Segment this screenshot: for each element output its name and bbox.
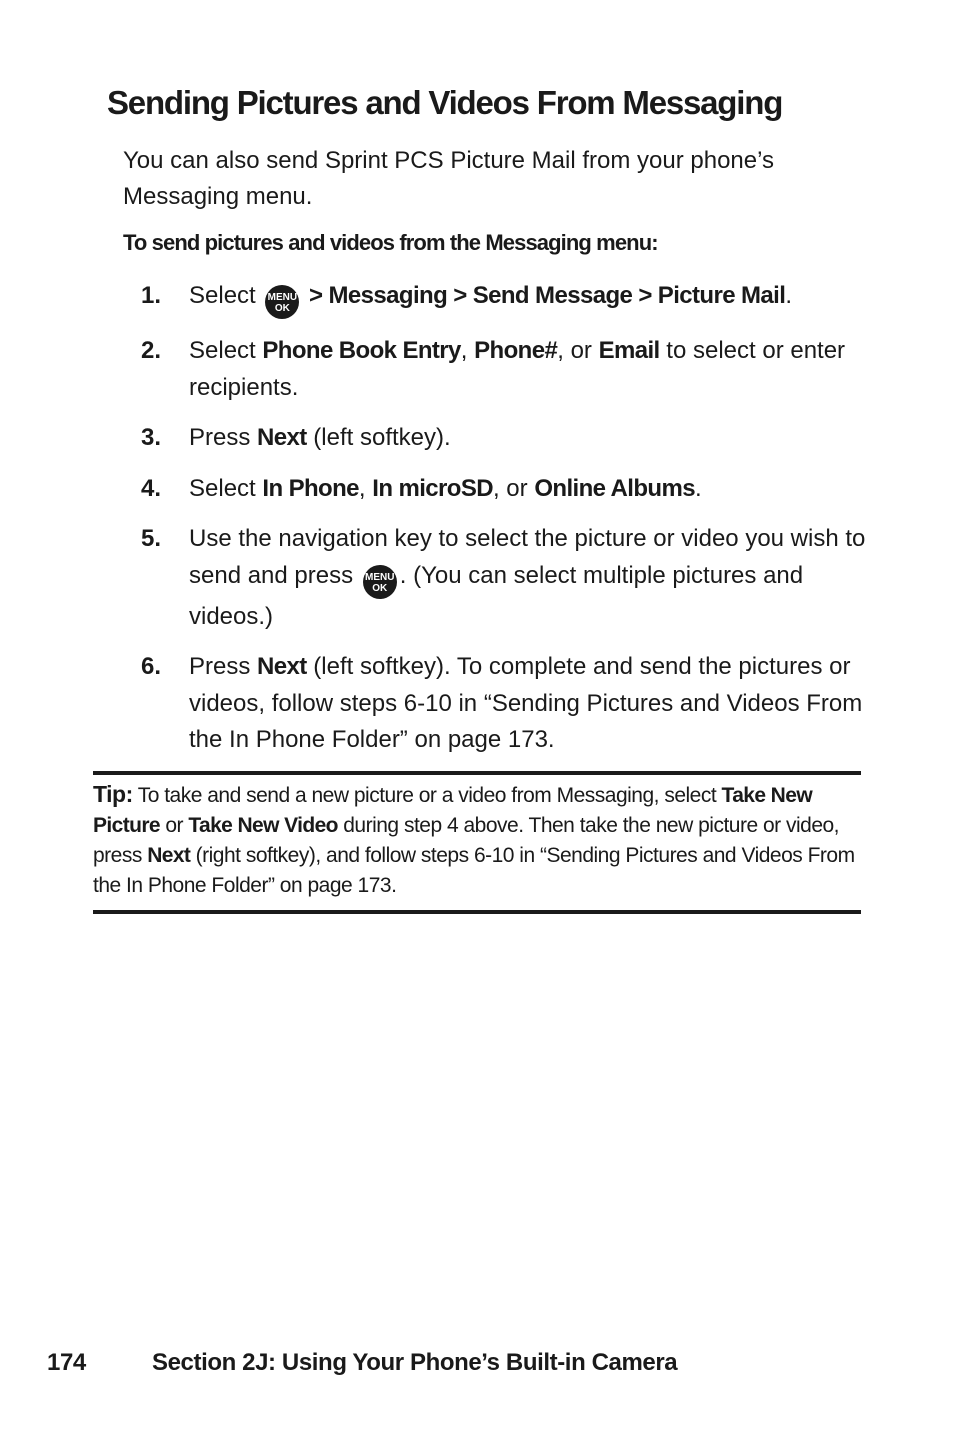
step-text-part: .	[694, 474, 702, 502]
step-number: 6.	[141, 653, 162, 680]
step-text-part: ,	[460, 337, 475, 364]
step-text	[189, 471, 871, 508]
option-phone-book-entry: Phone Book Entry	[262, 337, 461, 364]
step-text	[189, 649, 871, 759]
step-text-part: ,	[358, 474, 373, 502]
step-1	[141, 278, 871, 319]
intro-paragraph: You can also send Sprint PCS Picture Mail from your phone’s Messaging menu.	[123, 147, 775, 210]
step-text	[189, 278, 871, 319]
option-online-albums: Online Albums	[534, 474, 695, 502]
section-title: Section 2J: Using Your Phone’s Built-in Camera	[152, 1349, 678, 1376]
step-number: 1.	[141, 282, 162, 309]
key-label-menu: MENU	[267, 292, 298, 303]
step-6	[141, 649, 871, 759]
tip-text-part: (right softkey), and follow steps 6-10 in “Sending Pictures and Videos From the In Phone Folder” on page 173.	[93, 844, 855, 897]
step-text-part: Use the navigation key to select the picture or video you wish to send and press	[189, 525, 866, 589]
step-number: 4.	[141, 474, 162, 502]
step-text	[189, 420, 871, 457]
step-text-part: Press	[189, 424, 258, 451]
step-text-part: . (You can select multiple pictures and videos.)	[189, 561, 804, 630]
step-text-part: Press	[189, 653, 258, 680]
option-phone-number: Phone#	[474, 337, 558, 364]
softkey-next: Next	[257, 653, 307, 680]
tip-text-part: during step 4 above. Then take the new picture or video, press	[93, 814, 840, 867]
key-label-ok: OK	[372, 582, 388, 594]
option-email: Email	[598, 337, 660, 364]
tip-label: Tip:	[93, 781, 133, 807]
softkey-next: Next	[147, 844, 191, 867]
step-text-part: .	[785, 282, 792, 309]
tip-box	[93, 771, 861, 914]
menu-ok-key-icon	[265, 285, 299, 319]
step-text-part: Select	[189, 282, 256, 309]
step-number: 2.	[141, 337, 162, 364]
step-text-part: , or	[492, 474, 535, 502]
key-label-ok: OK	[274, 303, 290, 314]
tip-text-part: or	[160, 814, 189, 837]
procedure-heading: To send pictures and videos from the Messaging menu:	[123, 230, 658, 255]
step-text-part: , or	[557, 337, 599, 364]
step-2	[141, 333, 871, 406]
softkey-next: Next	[257, 424, 307, 451]
step-text-part: to select or enter recipients.	[189, 337, 846, 401]
steps-list	[141, 278, 871, 773]
step-number: 5.	[141, 525, 162, 552]
option-in-phone: In Phone	[262, 474, 359, 502]
option-take-new-video: Take New Video	[188, 814, 338, 837]
page-title: Sending Pictures and Videos From Messaging	[107, 84, 783, 121]
step-text-part: Select	[189, 337, 263, 364]
menu-path: > Messaging > Send Message > Picture Mail	[309, 282, 786, 309]
step-text	[189, 333, 871, 406]
page-number: 174	[47, 1349, 86, 1376]
key-label-menu: MENU	[365, 571, 395, 583]
step-text-part: (left softkey). To complete and send the pictures or videos, follow steps 6-10 in “Sending Pictures and Videos From the In Phone Folder” on page 173.	[189, 653, 863, 753]
step-text-part: (left softkey).	[306, 424, 451, 451]
step-text-part: Select	[189, 474, 263, 502]
tip-text-part: To take and send a new picture or a video from Messaging, select	[132, 784, 722, 807]
step-number: 3.	[141, 424, 162, 451]
step-3	[141, 420, 871, 457]
menu-ok-key-icon	[363, 565, 397, 599]
step-text	[189, 521, 871, 635]
step-5	[141, 521, 871, 635]
step-4	[141, 471, 871, 508]
option-in-microsd: In microSD	[372, 474, 493, 502]
option-take-new-picture: Take New Picture	[93, 784, 813, 837]
